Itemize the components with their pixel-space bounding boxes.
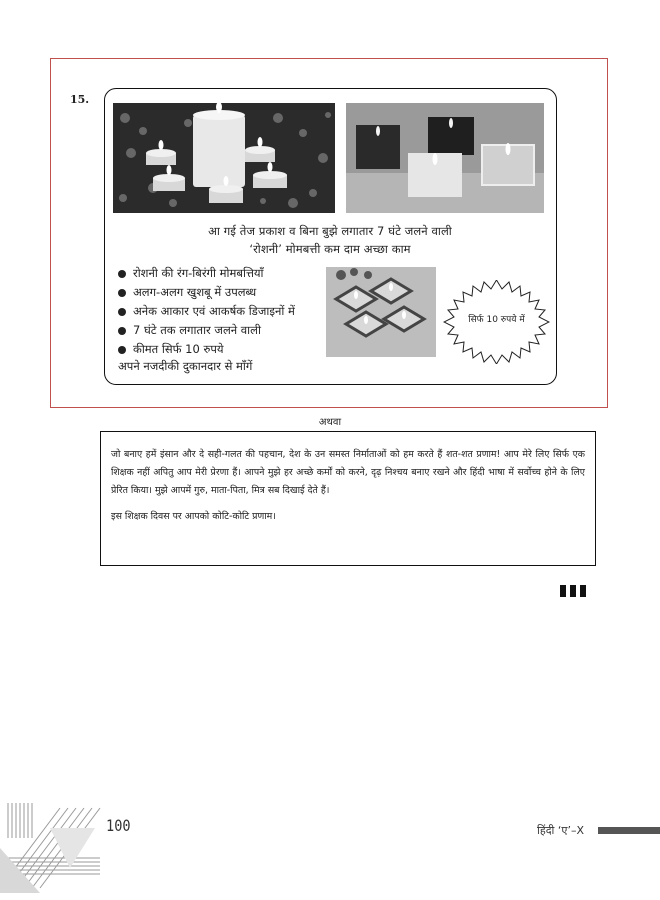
- feature-item: रोशनी की रंग-बिरंगी मोमबत्तियाँ: [118, 264, 295, 283]
- decorative-corner-art: [0, 798, 115, 898]
- footer-bar: [598, 827, 660, 834]
- feature-item: अलग-अलग खुशबू में उपलब्ध: [118, 283, 295, 302]
- store-line: अपने नजदीकी दुकानदार से माँगें: [118, 359, 253, 373]
- feature-item: अनेक आकार एवं आकर्षक डिजाइनों में: [118, 302, 295, 321]
- bullet-icon: [118, 289, 126, 297]
- diya-photo: [326, 267, 436, 357]
- candles-photo-right: [346, 103, 544, 213]
- bullet-icon: [118, 308, 126, 316]
- bullet-icon: [118, 327, 126, 335]
- section-end-marks: [560, 585, 586, 597]
- page-number: 100: [106, 816, 131, 835]
- book-label: हिंदी ‘ए’–X: [537, 824, 584, 837]
- answer-paragraph: इस शिक्षक दिवस पर आपको कोटि-कोटि प्रणाम।: [111, 511, 276, 522]
- answer-paragraph: जो बनाए हमें इंसान और दे सही-गलत की पहचान, देश के उन समस्त निर्माताओं को हम करते हैं शत-शत प्रणाम! आप मेरे लिए सिर्फ एक शिक्षक नहीं अपितु आप मेरी प्रेरणा हैं। आपने मुझे हर अच्छे कर्मों को करने, दृढ़ निश्चय बनाए रखने और हिंदी भाषा में सर्वोच्च होने के लिए प्रेरित किया। मुझे आपमें गुरु, माता-पिता, मित्र सब दिखाई देते हैं।: [111, 449, 585, 496]
- price-badge-text: सिर्फ 10 रुपये में: [468, 315, 525, 325]
- bullet-icon: [118, 346, 126, 354]
- feature-item: 7 घंटे तक लगातार जलने वाली: [118, 321, 295, 340]
- feature-item: कीमत सिर्फ 10 रुपये: [118, 340, 295, 359]
- ad-headline-line1: आ गई तेज प्रकाश व बिना बुझे लगातार 7 घंटे जलने वाली: [208, 224, 452, 238]
- or-label: अथवा: [318, 417, 342, 428]
- question-number: 15.: [70, 93, 90, 106]
- feature-list: [118, 264, 295, 359]
- bullet-icon: [118, 270, 126, 278]
- ad-headline-line2: ‘रोशनी’ मोमबत्ती कम दाम अच्छा काम: [249, 242, 411, 256]
- candles-photo-left: [113, 103, 335, 213]
- answer-box: [100, 431, 596, 566]
